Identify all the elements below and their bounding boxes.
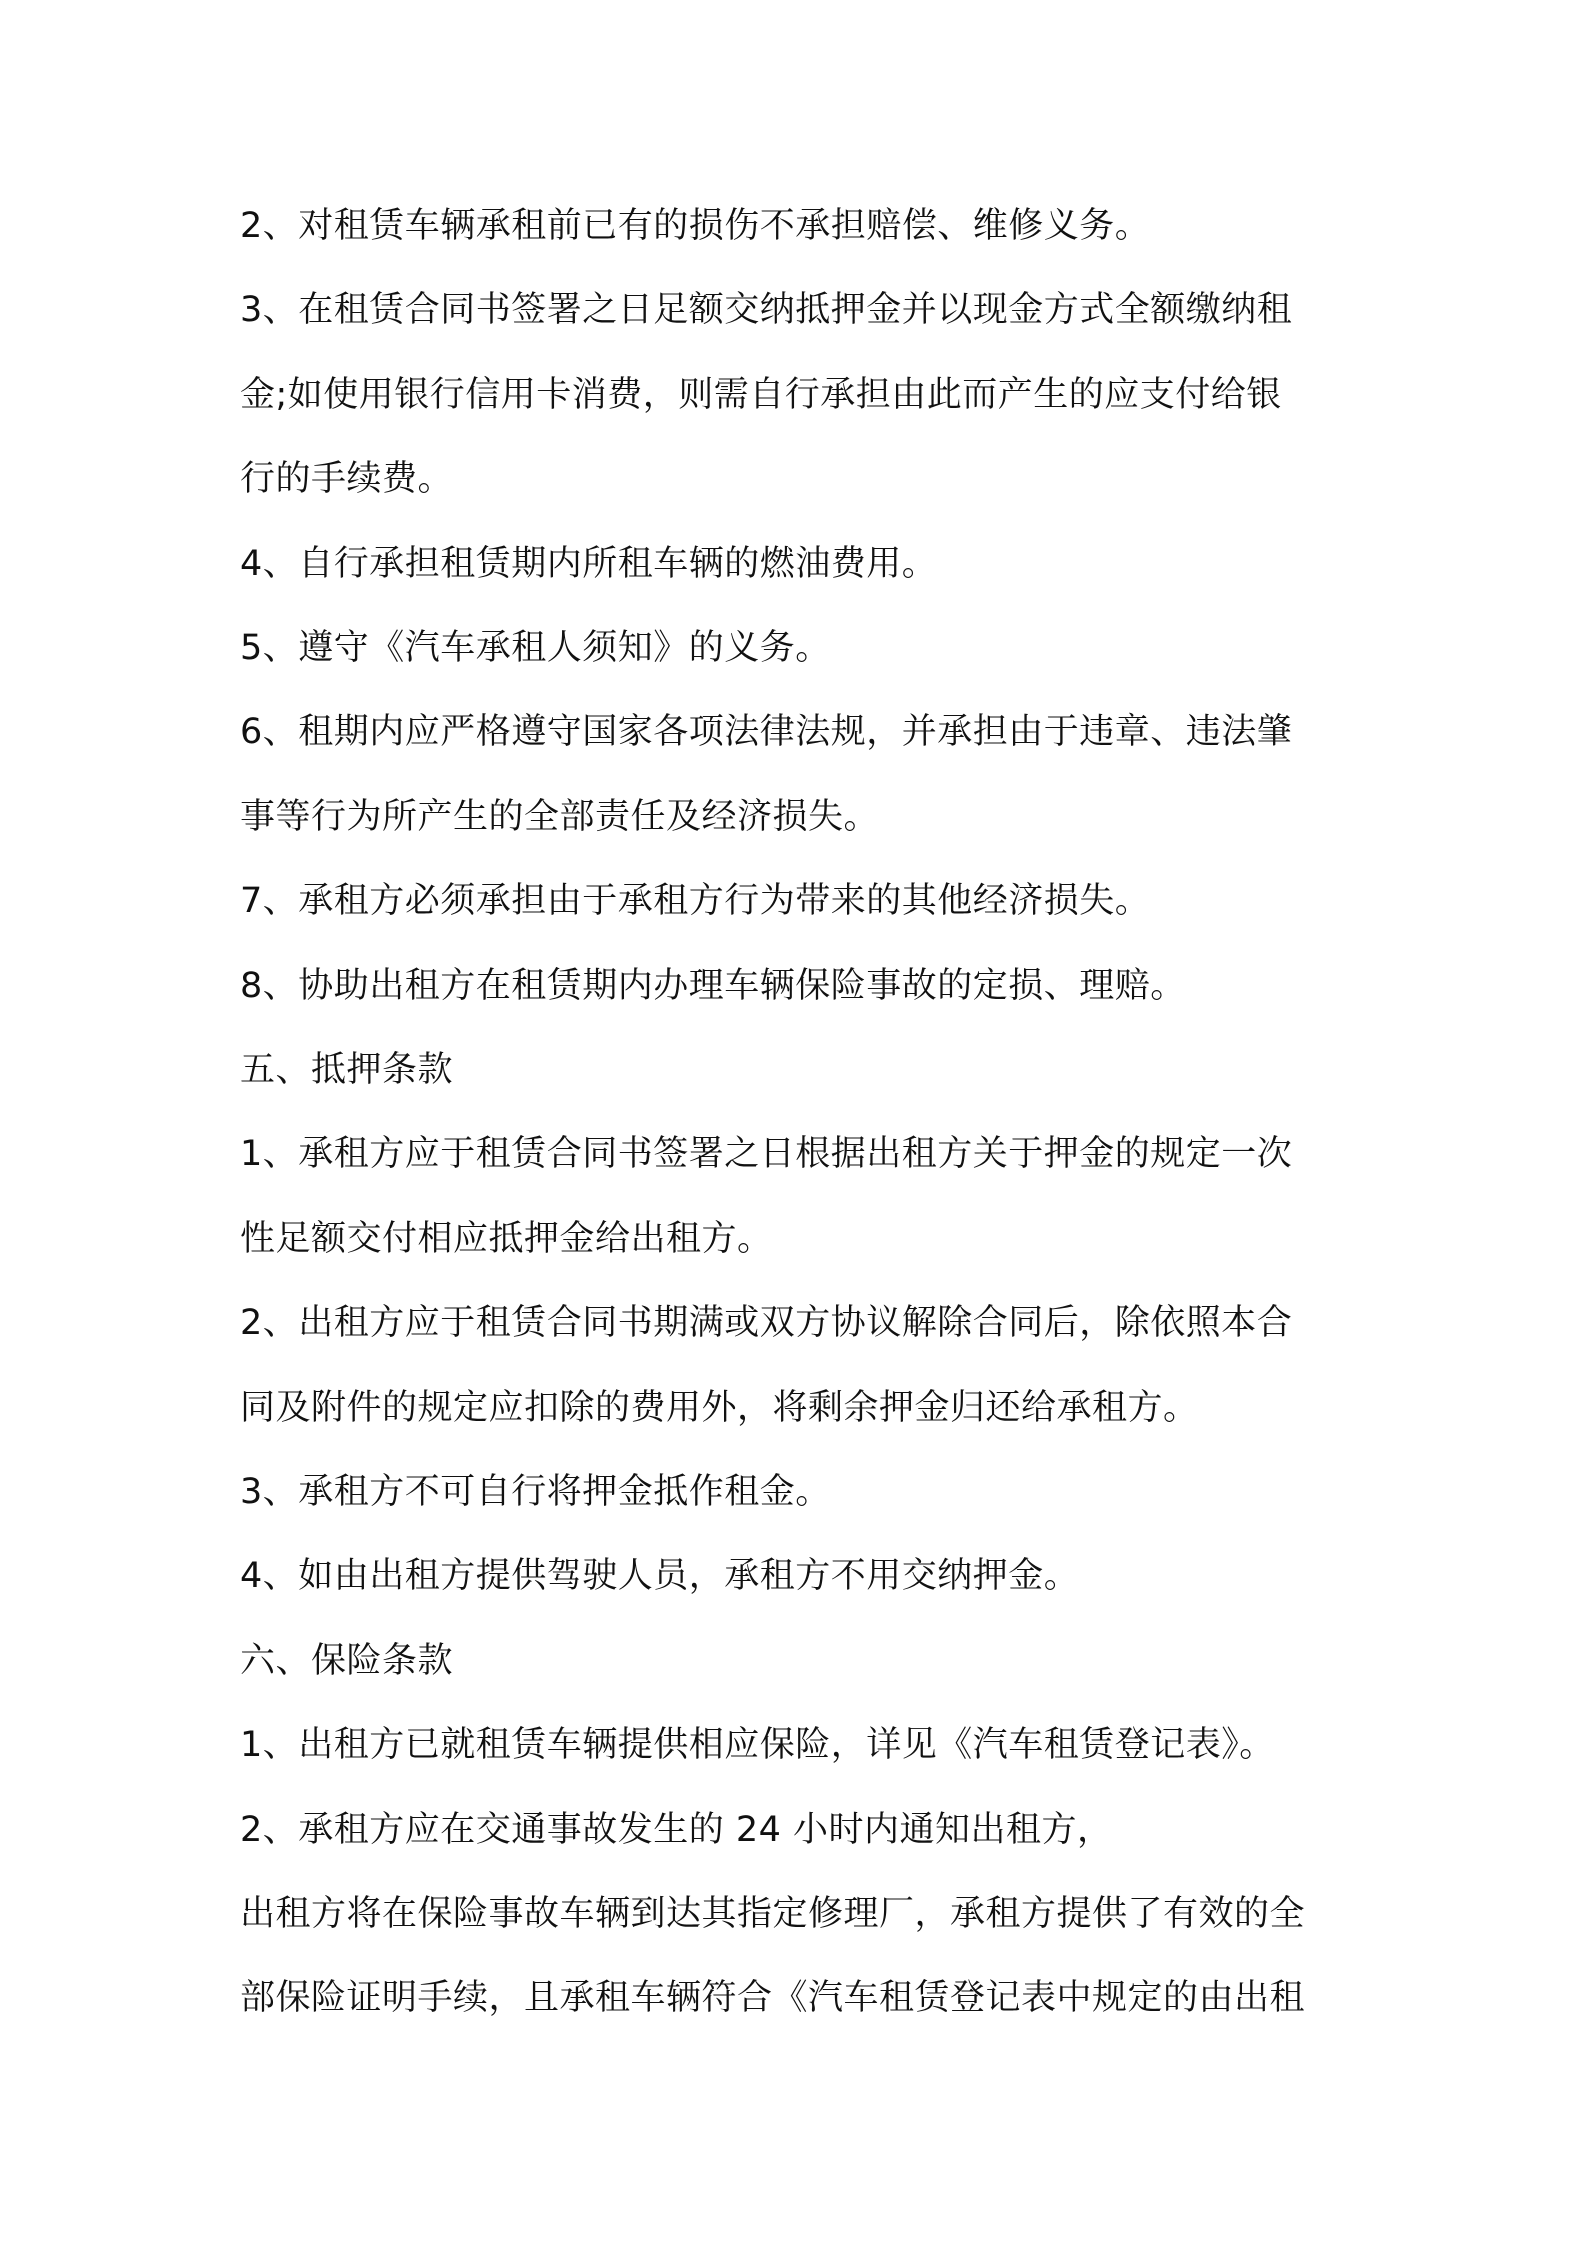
clause-6-laws-line-1: 6、租期内应严格遵守国家各项法律法规，并承担由于违章、违法肇 xyxy=(240,712,1293,752)
clause-4-fuel-costs: 4、自行承担租赁期内所租车辆的燃油费用。 xyxy=(240,544,938,584)
clause-7-other-losses: 7、承租方必须承担由于承租方行为带来的其他经济损失。 xyxy=(240,881,1151,921)
clause-3-deposit-line-3: 行的手续费。 xyxy=(240,459,454,499)
clause-2-no-prior-damage-liability: 2、对租赁车辆承租前已有的损伤不承担赔偿、维修义务。 xyxy=(240,206,1151,246)
clause-5-lessee-notice: 5、遵守《汽车承租人须知》的义务。 xyxy=(240,628,831,668)
clause-8-insurance-assist: 8、协助出租方在租赁期内办理车辆保险事故的定损、理赔。 xyxy=(240,966,1186,1006)
deposit-clause-2-line-1: 2、出租方应于租赁合同书期满或双方协议解除合同后，除依照本合 xyxy=(240,1303,1293,1343)
insurance-clause-1: 1、出租方已就租赁车辆提供相应保险，详见《汽车租赁登记表》。 xyxy=(240,1725,1275,1765)
deposit-clause-2-line-2: 同及附件的规定应扣除的费用外，将剩余押金归还给承租方。 xyxy=(240,1388,1199,1428)
deposit-clause-3: 3、承租方不可自行将押金抵作租金。 xyxy=(240,1472,831,1512)
section-6-heading: 六、保险条款 xyxy=(240,1641,454,1681)
clause-6-laws-line-2: 事等行为所产生的全部责任及经济损失。 xyxy=(240,797,880,837)
insurance-clause-2: 2、承租方应在交通事故发生的 24 小时内通知出租方， xyxy=(240,1810,1113,1850)
clause-3-deposit-line-2: 金;如使用银行信用卡消费，则需自行承担由此而产生的应支付给银 xyxy=(240,375,1282,415)
deposit-clause-1-line-2: 性足额交付相应抵押金给出租方。 xyxy=(240,1219,773,1259)
insurance-continuation-line-2: 部保险证明手续，且承租车辆符合《汽车租赁登记表中规定的由出租 xyxy=(240,1978,1306,2018)
section-5-heading: 五、抵押条款 xyxy=(240,1050,454,1090)
clause-3-deposit-line-1: 3、在租赁合同书签署之日足额交纳抵押金并以现金方式全额缴纳租 xyxy=(240,290,1293,330)
deposit-clause-4: 4、如由出租方提供驾驶人员，承租方不用交纳押金。 xyxy=(240,1556,1080,1596)
deposit-clause-1-line-1: 1、承租方应于租赁合同书签署之日根据出租方关于押金的规定一次 xyxy=(240,1134,1293,1174)
insurance-continuation-line-1: 出租方将在保险事故车辆到达其指定修理厂，承租方提供了有效的全 xyxy=(240,1894,1306,1934)
